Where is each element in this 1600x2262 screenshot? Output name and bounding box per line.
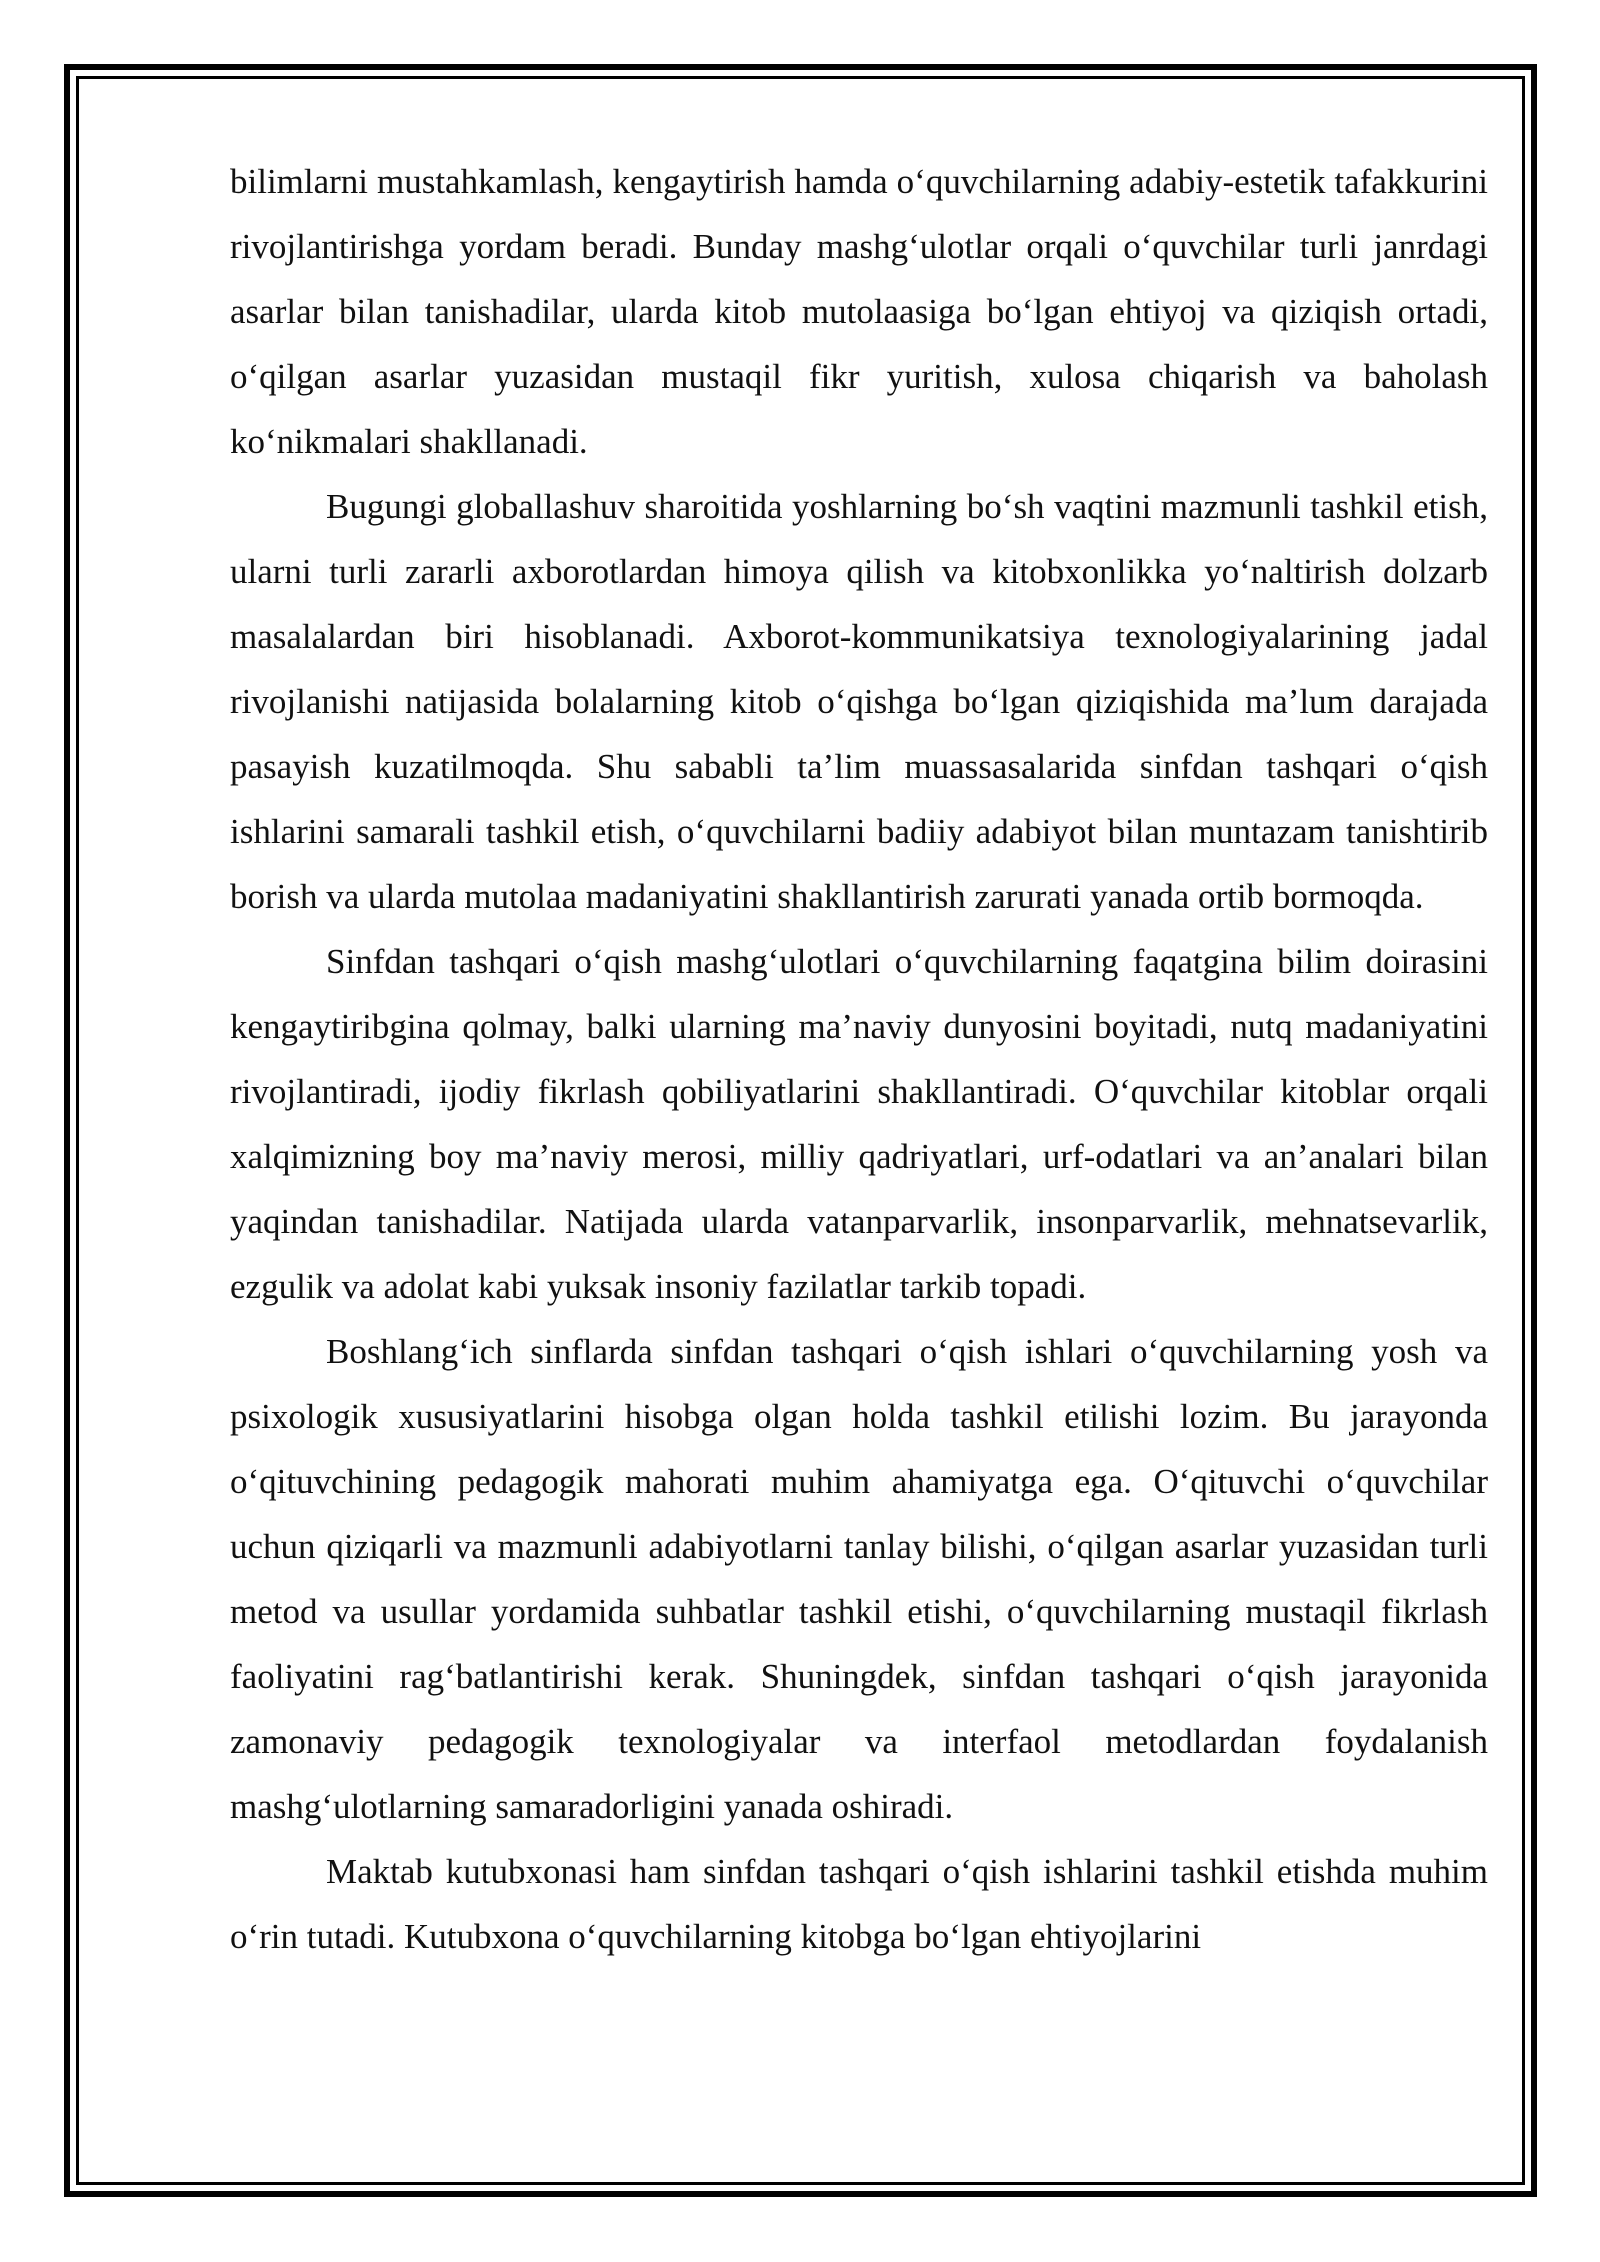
paragraph-5: Maktab kutubxonasi ham sinfdan tashqari o‘qish ishlarini tashkil etishda muhim o‘rin tutadi. Kutubxona o‘quvchilarning kitobga bo‘lgan ehtiyojlarini (230, 1852, 1488, 1956)
paragraph-4: Boshlang‘ich sinflarda sinfdan tashqari o‘qish ishlari o‘quvchilarning yosh va psixologik xususiyatlarini hisobga olgan holda tashkil etilishi lozim. Bu jarayonda o‘qituvchining pedagogik mahorati muhim ahamiyatga ega. O‘qituvchi o‘quvchilar uchun qiziqarli va mazmunli adabiyotlarni tanlay bilishi, o‘qilgan asarlar yuzasidan turli metod va usullar yordamida suhbatlar tashkil etishi, o‘quvchilarning mustaqil fikrlash faoliyatini rag‘batlantirishi kerak. Shuningdek, sinfdan tashqari o‘qish jarayonida zamonaviy pedagogik texnologiyalar va interfaol metodlardan foydalanish mashg‘ulotlarning samaradorligini yanada oshiradi. (230, 1332, 1488, 1826)
paragraph-2: Bugungi globallashuv sharoitida yoshlarning bo‘sh vaqtini mazmunli tashkil etish, ularni turli zararli axborotlardan himoya qilish va kitobxonlikka yo‘naltirish dolzarb masalalardan biri hisoblanadi. Axborot-kommunikatsiya texnologiyalarining jadal rivojlanishi natijasida bolalarning kitob o‘qishga bo‘lgan qiziqishida ma’lum darajada pasayish kuzatilmoqda. Shu sababli ta’lim muassasalarida sinfdan tashqari o‘qish ishlarini samarali tashkil etish, o‘quvchilarni badiiy adabiyot bilan muntazam tanishtirib borish va ularda mutolaa madaniyatini shakllantirish zarurati yanada ortib bormoqda. (230, 487, 1488, 916)
paragraph-1: bilimlarni mustahkamlash, kengaytirish hamda o‘quvchilarning adabiy-estetik tafakkurini rivojlantirishga yordam beradi. Bunday mashg‘ulotlar orqali o‘quvchilar turli janrdagi asarlar bilan tanishadilar, ularda kitob mutolaasiga bo‘lgan ehtiyoj va qiziqish ortadi, o‘qilgan asarlar yuzasidan mustaqil fikr yuritish, xulosa chiqarish va baholash ko‘nikmalari shakllanadi. (230, 162, 1488, 461)
document-body (230, 149, 1488, 1969)
paragraph-3: Sinfdan tashqari o‘qish mashg‘ulotlari o‘quvchilarning faqatgina bilim doirasini kengaytiribgina qolmay, balki ularning ma’naviy dunyosini boyitadi, nutq madaniyatini rivojlantiradi, ijodiy fikrlash qobiliyatlarini shakllantiradi. O‘quvchilar kitoblar orqali xalqimizning boy ma’naviy merosi, milliy qadriyatlari, urf-odatlari va an’analari bilan yaqindan tanishadilar. Natijada ularda vatanparvarlik, insonparvarlik, mehnatsevarlik, ezgulik va adolat kabi yuksak insoniy fazilatlar tarkib topadi. (230, 942, 1488, 1306)
